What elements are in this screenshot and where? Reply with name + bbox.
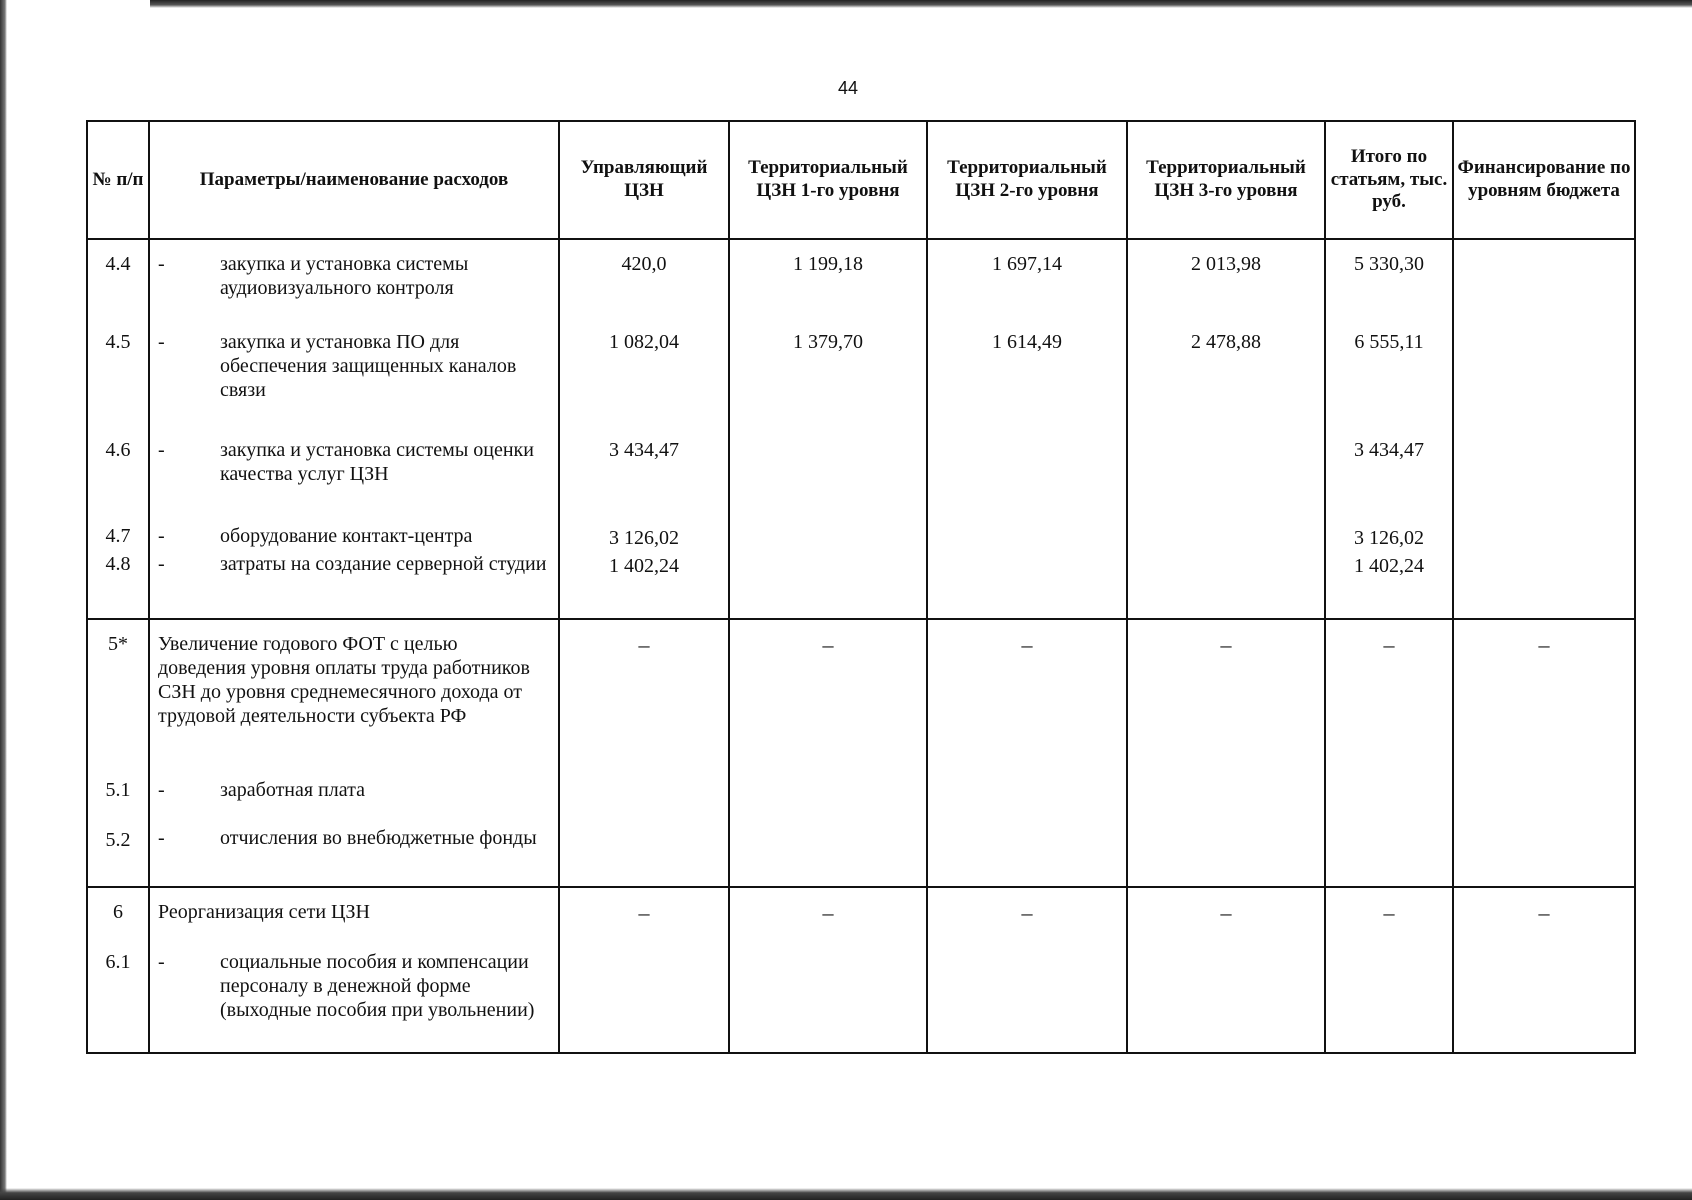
header-terr3: Территориальный ЦЗН 3-го уровня	[1127, 121, 1325, 239]
header-terr1: Территориальный ЦЗН 1-го уровня	[729, 121, 927, 239]
item-text: оборудование контакт-центра	[220, 525, 473, 547]
item-text: социальные пособия и компенсации персоналу в денежной форме (выходные пособия при увольнении)	[220, 951, 535, 1021]
item-text: закупка и установка системы аудиовизуального контроля	[220, 253, 469, 299]
dash-marker: -	[158, 827, 165, 849]
table-row-section-6	[87, 887, 1635, 1053]
section6-terr2-cell	[927, 887, 1127, 1053]
section6-total-cell	[1325, 887, 1453, 1053]
row-num: 6.1	[105, 951, 131, 973]
table-header-row	[87, 121, 1635, 239]
list-item	[150, 252, 558, 330]
section6-funding-cell	[1453, 887, 1635, 1053]
value-cell: 1 402,24	[1354, 555, 1424, 577]
section6-num-cell	[87, 887, 149, 1053]
empty-value-dash: –	[1220, 900, 1232, 925]
section6-params-cell	[149, 887, 559, 1053]
empty-value-dash: –	[1220, 632, 1232, 657]
dash-marker: -	[158, 525, 165, 547]
section-title: Реорганизация сети ЦЗН	[158, 901, 370, 923]
empty-value-dash: –	[1538, 632, 1550, 657]
value-cell: 2 478,88	[1191, 331, 1261, 353]
value-cell: 3 434,47	[1354, 439, 1424, 461]
list-item	[150, 552, 558, 576]
section5-terr3-cell	[1127, 619, 1325, 887]
list-item	[150, 950, 558, 1022]
empty-value-dash: –	[822, 632, 834, 657]
empty-value-dash: –	[1021, 632, 1033, 657]
value-cell: 3 434,47	[609, 439, 679, 461]
list-item	[150, 826, 558, 850]
list-item	[150, 438, 558, 524]
value-cell: 2 013,98	[1191, 253, 1261, 275]
expenses-table	[86, 120, 1636, 1054]
value-cell: 420,0	[621, 253, 667, 275]
value-cell: 6 555,11	[1354, 331, 1424, 353]
item-text: затраты на создание серверной студии	[220, 553, 547, 575]
list-item	[150, 330, 558, 438]
section4-managing-cell	[559, 239, 729, 619]
row-num: 5.2	[105, 829, 131, 851]
item-text: закупка и установка системы оценки качества услуг ЦЗН	[220, 439, 534, 485]
empty-value-dash: –	[1383, 632, 1395, 657]
value-cell: 1 614,49	[992, 331, 1062, 353]
section5-num-cell	[87, 619, 149, 887]
section4-terr2-cell	[927, 239, 1127, 619]
section4-terr3-cell	[1127, 239, 1325, 619]
empty-value-dash: –	[1538, 900, 1550, 925]
row-num: 4.8	[105, 553, 131, 575]
empty-value-dash: –	[638, 900, 650, 925]
header-total: Итого по статьям, тыс. руб.	[1325, 121, 1453, 239]
row-num: 6	[113, 901, 123, 923]
value-cell: 1 402,24	[609, 555, 679, 577]
section4-num-cell	[87, 239, 149, 619]
row-num: 5.1	[105, 779, 131, 801]
item-text: заработная плата	[220, 779, 365, 801]
row-num: 4.7	[105, 525, 131, 547]
section5-total-cell	[1325, 619, 1453, 887]
section5-terr2-cell	[927, 619, 1127, 887]
dash-marker: -	[158, 779, 165, 801]
value-cell: 1 697,14	[992, 253, 1062, 275]
scan-edge-top	[150, 0, 1692, 8]
section5-params-cell	[149, 619, 559, 887]
page-number: 44	[838, 78, 859, 98]
section4-total-cell	[1325, 239, 1453, 619]
dash-marker: -	[158, 951, 165, 973]
scan-edge-left	[0, 0, 7, 1200]
value-cell: 1 199,18	[793, 253, 863, 275]
header-num: № п/п	[87, 121, 149, 239]
item-text: закупка и установка ПО для обеспечения защищенных каналов связи	[220, 331, 517, 401]
row-num: 5*	[108, 633, 128, 655]
section4-terr1-cell	[729, 239, 927, 619]
value-cell: 5 330,30	[1354, 253, 1424, 275]
dash-marker: -	[158, 439, 165, 461]
value-cell: 1 082,04	[609, 331, 679, 353]
list-item	[150, 778, 558, 826]
dash-marker: -	[158, 331, 165, 353]
section5-terr1-cell	[729, 619, 927, 887]
row-num: 4.6	[105, 439, 131, 461]
section5-managing-cell	[559, 619, 729, 887]
dash-marker: -	[158, 253, 165, 275]
value-cell: 3 126,02	[1354, 527, 1424, 549]
table-row-section-5	[87, 619, 1635, 887]
section6-terr3-cell	[1127, 887, 1325, 1053]
empty-value-dash: –	[638, 632, 650, 657]
header-terr2: Территориальный ЦЗН 2-го уровня	[927, 121, 1127, 239]
section6-terr1-cell	[729, 887, 927, 1053]
row-num: 4.4	[105, 253, 131, 275]
section4-params-cell	[149, 239, 559, 619]
empty-value-dash: –	[1021, 900, 1033, 925]
item-text: отчисления во внебюджетные фонды	[220, 827, 537, 849]
value-cell: 3 126,02	[609, 527, 679, 549]
row-num: 4.5	[105, 331, 131, 353]
dash-marker: -	[158, 553, 165, 575]
empty-value-dash: –	[822, 900, 834, 925]
header-funding: Финансирование по уровням бюджета	[1453, 121, 1635, 239]
header-params: Параметры/наименование расходов	[149, 121, 559, 239]
empty-value-dash: –	[1383, 900, 1395, 925]
section4-funding-cell	[1453, 239, 1635, 619]
section-title: Увеличение годового ФОТ с целью доведения уровня оплаты труда работников СЗН до уровня среднемесячного дохода от трудовой деятельности субъекта РФ	[158, 633, 530, 727]
section6-managing-cell	[559, 887, 729, 1053]
value-cell: 1 379,70	[793, 331, 863, 353]
table-row-section-4	[87, 239, 1635, 619]
header-managing: Управляющий ЦЗН	[559, 121, 729, 239]
list-item	[150, 524, 558, 552]
section5-funding-cell	[1453, 619, 1635, 887]
scan-edge-bottom	[0, 1188, 1692, 1200]
